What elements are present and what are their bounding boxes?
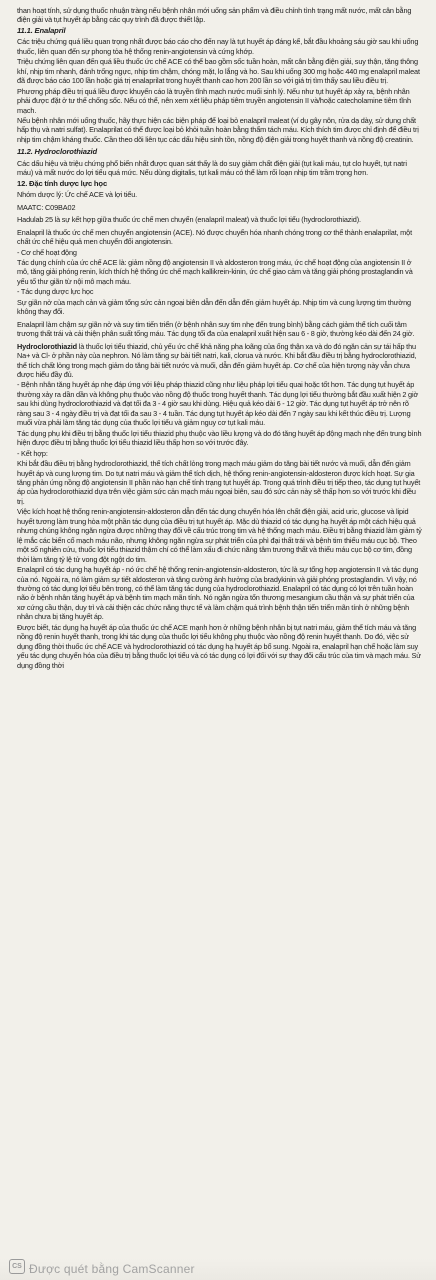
hctz-text: là thuốc lợi tiểu thiazid, chủ yếu ức chế khả năng pha loãng của ống thận xa và do đó ngăn cản sự tái hấp thu Na+ và Cl- ở phần này của nephron. Nó làm tăng sự bài tiết natri, kali, clorua và nước. Khi bắt đầu điều trị bằng hydroclorothiazid, thể tích chất lỏng trong mạch giảm do tăng bài tiết nước và muối, dẫn đến giảm huyết áp. Cơ chế của hiện tượng này vẫn chưa được hiểu đầy đủ. xyxy=(17,341,417,379)
combination-heading: - Kết hợp: xyxy=(17,448,48,458)
atc-code: MAATC: C09BA02 xyxy=(17,202,76,212)
mechanism-heading: - Cơ chế hoạt động xyxy=(17,247,77,257)
s111-paragraph-3: Phương pháp điều trị quá liều được khuyến cáo là truyền tĩnh mạch nước muối sinh lý. Nếu như tụt huyết áp xảy ra, bệnh nhân phải được đặt ở tư thế chống sốc. Nếu có thể, nên xem xét liệu pháp tiêm truyền angiotensin II và/hoặc catecholamine tiêm tĩnh mạch. xyxy=(17,86,411,115)
hctz-term: Hydroclorothiazid xyxy=(17,341,77,351)
section-11-2-heading: 11.2. Hydroclorothiazid xyxy=(17,147,98,157)
pd-paragraph-1: Sự giãn nở của mạch cản và giảm tổng sức cản ngoại biên dẫn đến dẫn đến giảm huyết áp. Nhịp tim và cung lượng tim thường không thay đổi. xyxy=(17,297,411,317)
combo-paragraph-2: Việc kích hoạt hệ thống renin-angiotensin-aldosteron dẫn đến tác dụng chuyển hóa lên chất điện giải, acid uric, glucose và lipid huyết tương làm trung hòa một phần tác dụng của điều trị tụt huyết áp. Mặc dù thiazid có tác dụng hạ huyết áp một cách hiệu quả nhưng chúng không ngăn ngừa được những thay đổi về cấu trúc trong tim và hệ thống mạch máu. Điều trị bằng thiazid làm giảm tỷ lệ mắc các biến cố mạch máu não, nhưng không ngăn ngừa sự phát triển của phì đại thất trái và bệnh tim thiếu máu cục bộ. Theo một số nghiên cứu, thuốc lợi tiểu thiazid thậm chí có thể làm xấu đi chức năng tâm trương thất và thiếu máu cục bộ cơ tim, đồng thời làm tăng tỷ lệ tử vong đột ngột do tim. xyxy=(17,507,422,564)
s112-paragraph-1: Các dấu hiệu và triệu chứng phổ biến nhất được quan sát thấy là do suy giảm chất điện giải (tụt kali máu, tụt clo huyết, tụt natri máu) và mất nước do lợi tiểu quá mức. Nếu dùng digitalis, tụt kali máu có thể làm rối loạn nhịp tim trầm trọng hơn. xyxy=(17,158,407,178)
pd-paragraph-2: Enalapril làm chậm sự giãn nở và suy tim tiến triển (ở bệnh nhân suy tim nhẹ đến trung bình) bằng cách giảm thể tích cuối tâm trương thất trái và cải thiện phân suất tống máu. Tác dụng tối đa của enalapril xuất hiện sau 6 - 8 giờ, thường kéo dài đến 24 giờ. xyxy=(17,319,415,339)
camscanner-logo-icon: CS xyxy=(9,1259,25,1274)
scanner-watermark-text: Được quét bằng CamScanner xyxy=(29,1262,195,1276)
s12-paragraph-2: Enalapril là thuốc ức chế men chuyển angiotensin (ACE). Nó được chuyển hóa nhanh chóng trong cơ thể thành enalaprilat, một chất ức chế hiệu quả men chuyển đổi angiotensin. xyxy=(17,227,412,247)
mechanism-paragraph: Tác dụng chính của ức chế ACE là: giảm nồng độ angiotensin II và aldosteron trong máu, ức chế hoạt động của angiotensin II ở mô, tăng giải phóng renin, kích thích hệ thống ức chế mạch kallikrein-kinin, ức chế giao cảm và tăng giải phóng prostaglandin và yếu tố thư giãn từ nội mô mạch máu. xyxy=(17,258,413,286)
combo-paragraph-1: Khi bắt đầu điều trị bằng hydroclorothiazid, thể tích chất lỏng trong mạch máu giảm do tăng bài tiết nước và muối, dẫn đến giảm huyết áp và cung lượng tim. Do tụt natri máu và giảm thể tích dịch, hệ thống renin-angiotensin-aldosteron được kích hoạt. Sự gia tăng phản ứng nồng độ angiotensin II phần nào hạn chế tính trạng tụt huyết áp. Trong quá trình điều trị tiếp theo, tác dụng tụt huyết áp của hydroclorothiazid dựa trên việc giảm sức cản mạch máu ngoại biên, sau đó sức cản này sẽ thấp hơn so với trước khi điều trị. xyxy=(17,459,421,506)
pharmacological-group: Nhóm dược lý: Ức chế ACE và lợi tiểu. xyxy=(17,190,138,200)
s111-paragraph-1: Các triệu chứng quá liều quan trọng nhất được báo cáo cho đến nay là tụt huyết áp đáng kể, bắt đầu khoảng sáu giờ sau khi uống thuốc, liên quan đến sự phong tỏa hệ thống renin-angiotensin và cứng khớp. xyxy=(17,37,419,56)
combo-paragraph-4: Được biết, tác dụng hạ huyết áp của thuốc ức chế ACE mạnh hơn ở những bệnh nhân bị tụt natri máu, giảm thể tích máu và tăng nồng độ renin huyết thanh, trong khi tác dụng của thuốc lợi tiểu không phụ thuộc vào nồng độ renin huyết thanh. Do đó, việc sử dụng đồng thời thuốc ức chế ACE và hydroclorothiazid có tác dụng hạ huyết áp bổ sung. Ngoài ra, enalapril hạn chế hoặc làm suy yếu tác dụng chuyển hóa của điều trị bằng thuốc lợi tiểu và có tác dụng có lợi đối với sự thay đổi cấu trúc của tim và mạch máu. Sử dụng đồng thời xyxy=(17,622,421,670)
combo-paragraph-3: Enalapril có tác dụng hạ huyết áp - nó ức chế hệ thống renin-angiotensin-aldosteron, tức là sự tổng hợp angiotensin II và tác dụng của nó. Ngoài ra, nó làm giảm sự tiết aldosteron và tăng cường ảnh hưởng của bradykinin và giải phóng prostaglandin. Vì vậy, nó thường có tác dụng lợi tiểu bên trong, có thể làm tăng tác dụng của hydroclorothiazid. Enalapril có tác dụng có lợi trên tuần hoàn não ở bệnh nhân tăng huyết áp và bệnh tim mạch mãn tính. Nó ngăn ngừa tổn thương mesangium cầu thận và sự phát triển của xơ cứng cầu thận, duy trì và cải thiện các chức năng thực tế và làm chậm quá trình bệnh thận tiến triển mãn tính ở những bệnh nhân chưa bị tăng huyết áp. xyxy=(17,565,419,622)
section-11-1-heading: 11.1. Enalapril xyxy=(17,25,66,35)
scanner-footer xyxy=(0,1258,436,1280)
pd-paragraph-3: - Bệnh nhân tăng huyết áp nhẹ đáp ứng với liệu pháp thiazid cũng như liệu pháp lợi tiểu quai hoặc tốt hơn. Tác dụng tụt huyết áp thường xảy ra dần dần và không phụ thuộc vào nồng độ thuốc trong huyết thanh. Tác dụng lợi tiểu thường bắt đầu xuất hiện 2 giờ sau khi dùng hydroclorothiazid và đạt tối đa 3 - 4 giờ sau khi dùng. Hiệu quả kéo dài 6 - 12 giờ. Tác dụng tụt huyết áp trở nên rõ ràng sau 3 - 4 ngày điều trị và đạt tối đa sau 3 - 4 tuần. Tác dụng tụt huyết áp kéo dài đến 7 ngày sau khi kết thúc điều trị. Lượng muối vừa phải làm tăng tác dụng của thuốc lợi tiểu và giảm nguy cơ tụt kali máu. xyxy=(17,380,419,428)
section-12-heading: 12. Đặc tính dược lực học xyxy=(17,178,108,188)
s111-paragraph-2: Triệu chứng liên quan đến quá liều thuốc ức chế ACE có thể bao gồm sốc tuần hoàn, mất cân bằng điện giải, suy thận, tăng thông khí, nhịp tim nhanh, đánh trống ngực, nhịp tim chậm, chóng mặt, lo lắng và ho. Sau khi uống 300 mg hoặc 440 mg enalapril maleat đã được báo cáo 100 lần hoặc giá trị enalaprilat trong huyết thanh cao hơn 200 lần so với giá trị tìm thấy sau liều điều trị. xyxy=(17,57,420,86)
pd-paragraph-4: Tác dụng phụ khi điều trị bằng thuốc lợi tiểu thiazid phụ thuộc vào liều lượng và do đó tăng huyết áp động mạch nhẹ đến trung bình hiện được điều trị bằng thuốc lợi tiểu thiazid liều thấp hơn so với trước đây. xyxy=(17,428,422,448)
hctz-paragraph xyxy=(17,342,422,380)
s12-paragraph-1: Hadulab 25 là sự kết hợp giữa thuốc ức chế men chuyển (enalapril maleat) và thuốc lợi tiểu (hydroclorothiazid). xyxy=(17,215,361,225)
pharmacodynamics-heading: - Tác dụng dược lực học xyxy=(17,287,94,297)
intro-paragraph: than hoạt tính, sử dụng thuốc nhuận tràng nếu bệnh nhân mới uống sản phẩm và điều chỉnh tình trạng mất nước, mất cân bằng điện giải và tụt huyết áp bằng các quy trình đã được thiết lập. xyxy=(17,6,412,25)
s111-paragraph-4: Nếu bệnh nhân mới uống thuốc, hãy thực hiện các biện pháp để loại bỏ enalapril maleat (ví dụ gây nôn, rửa dạ dày, sử dụng chất hấp thụ và natri sulfat). Enalaprilat có thể được loại bỏ khỏi tuần hoàn bằng thẩm tách máu. Kích thích tim được chỉ định để điều trị nhịp tim chậm kháng thuốc. Cần theo dõi liên tục các dấu hiệu sinh tồn, nồng độ điện giải trong huyết thanh và nồng độ creatinin. xyxy=(17,116,419,144)
